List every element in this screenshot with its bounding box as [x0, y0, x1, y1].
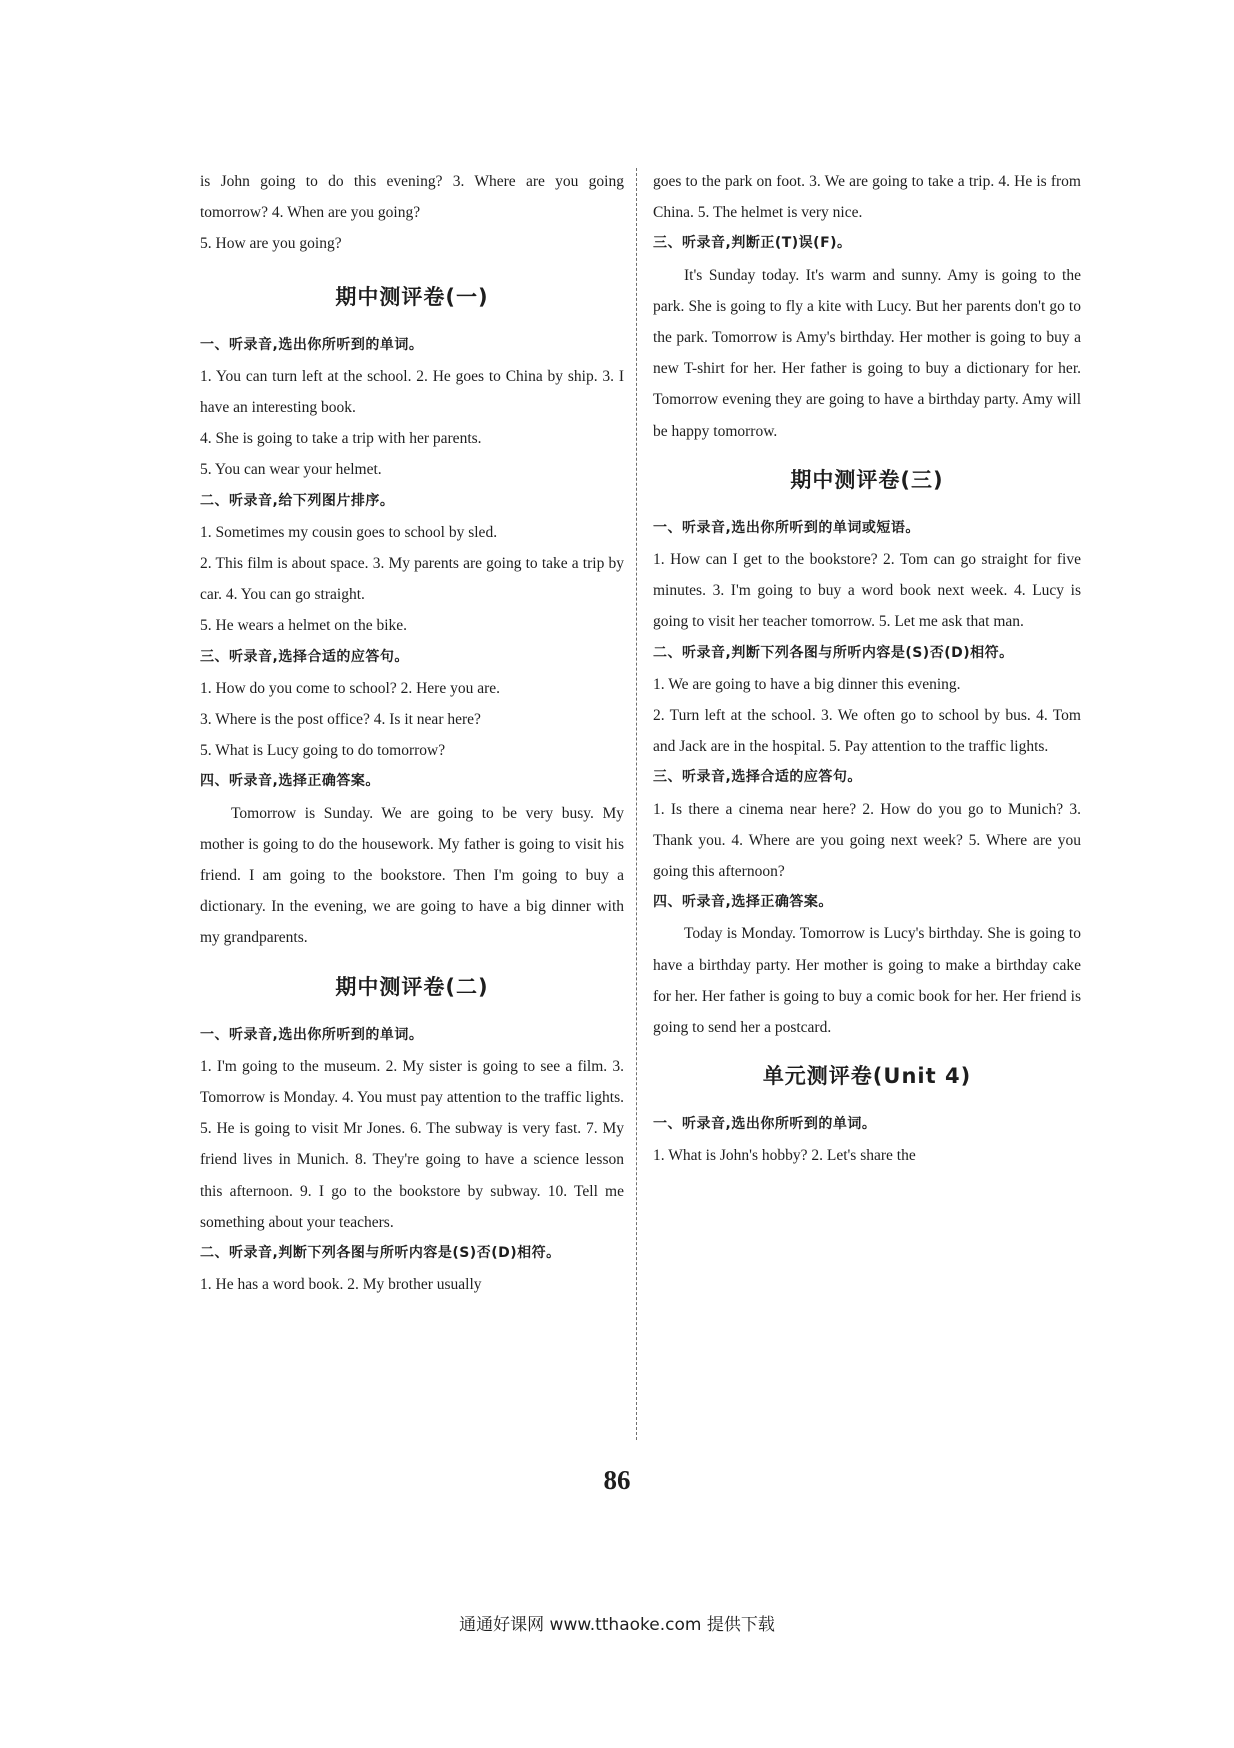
left-column — [200, 166, 624, 1301]
page-number: 86 — [603, 1465, 631, 1495]
listening-paragraph: Today is Monday. Tomorrow is Lucy's birthday. She is going to have a birthday party. Her mother is going to make a birthday cake for her. Her father is going to buy a comic book for her. Her friend is going to send her a postcard. — [653, 925, 1081, 1037]
section-heading: 二、听录音,给下列图片排序。 — [200, 492, 395, 509]
answer-line: 1. We are going to have a big dinner this evening. — [653, 675, 961, 693]
answer-line: 2. This film is about space. 3. My parents are going to take a trip by car. 4. You can go straight. — [200, 555, 624, 604]
intro-line: 5. How are you going? — [200, 235, 342, 253]
answer-line: 1. He has a word book. 2. My brother usually — [200, 1276, 482, 1294]
listening-paragraph: Tomorrow is Sunday. We are going to be very busy. My mother is going to do the housework. My father is going to visit his friend. I am going to the bookstore. Then I'm going to buy a dictionary. In the evening, we are going to have a big dinner with my grandparents. — [200, 804, 624, 947]
answer-line: 2. Turn left at the school. 3. We often go to school by bus. 4. Tom and Jack are in the hospital. 5. Pay attention to the traffic lights. — [653, 707, 1081, 756]
intro-line: is John going to do this evening? 3. Where are you going tomorrow? 4. When are you going? — [200, 173, 624, 222]
answer-block: 1. How can I get to the bookstore? 2. Tom can go straight for five minutes. 3. I'm going to buy a word book next week. 4. Lucy is going to visit her teacher tomorrow. 5. Let me ask that man. — [653, 551, 1081, 631]
section-heading: 二、听录音,判断下列各图与所听内容是(S)否(D)相符。 — [653, 644, 1014, 661]
section-heading: 三、听录音,选择合适的应答句。 — [200, 648, 409, 665]
answer-line: 3. Where is the post office? 4. Is it near here? — [200, 711, 481, 729]
listening-paragraph: It's Sunday today. It's warm and sunny. Amy is going to the park. She is going to fly a kite with Lucy. But her parents don't go to the park. Tomorrow is Amy's birthday. Her mother is going to buy a new T-shirt for her. Her father is going to buy a dictionary for her. Tomorrow evening they are going to have a birthday party. Amy will be happy tomorrow. — [653, 266, 1081, 440]
answer-line: 5. You can wear your helmet. — [200, 461, 382, 479]
right-column — [653, 166, 1081, 1172]
section-heading: 一、听录音,选出你所听到的单词。 — [200, 336, 424, 353]
answer-block: 1. I'm going to the museum. 2. My sister is going to see a film. 3. Tomorrow is Monday. 4. You must pay attention to the traffic lights. 5. He is going to visit Mr Jones. 6. The subway is very fast. 7. My friend lives in Munich. 8. They're going to have a science lesson this afternoon. 9. I go to the bookstore by subway. 10. Tell me something about your teachers. — [200, 1057, 624, 1231]
section-heading: 二、听录音,判断下列各图与所听内容是(S)否(D)相符。 — [200, 1245, 561, 1262]
answer-line: 1. You can turn left at the school. 2. He goes to China by ship. 3. I have an interesting book. — [200, 367, 624, 417]
section-heading: 一、听录音,选出你所听到的单词。 — [653, 1116, 877, 1133]
test1-title: 期中测评卷(一) — [335, 284, 489, 309]
column-divider — [636, 168, 637, 1440]
answer-line: 5. What is Lucy going to do tomorrow? — [200, 742, 446, 760]
answer-line: 4. She is going to take a trip with her parents. — [200, 430, 482, 448]
section-heading: 一、听录音,选出你所听到的单词或短语。 — [653, 519, 920, 536]
section-heading: 一、听录音,选出你所听到的单词。 — [200, 1026, 424, 1043]
test2-title: 期中测评卷(二) — [335, 974, 489, 999]
footer-credit: 通通好课网 www.tthaoke.com 提供下载 — [459, 1615, 775, 1635]
answer-line: 1. What is John's hobby? 2. Let's share the — [653, 1147, 916, 1165]
section-heading: 四、听录音,选择正确答案。 — [200, 773, 380, 790]
answer-line: 1. Sometimes my cousin goes to school by sled. — [200, 523, 498, 541]
test3-title: 期中测评卷(三) — [790, 467, 944, 492]
answer-line: 5. He wears a helmet on the bike. — [200, 617, 408, 635]
unit4-title: 单元测评卷(Unit 4) — [762, 1064, 972, 1089]
continued-answers: goes to the park on foot. 3. We are going to take a trip. 4. He is from China. 5. The helmet is very nice. — [653, 173, 1081, 222]
section-heading: 三、听录音,选择合适的应答句。 — [653, 769, 862, 786]
answer-block: 1. Is there a cinema near here? 2. How do you go to Munich? 3. Thank you. 4. Where are you going next week? 5. Where are you going this afternoon? — [653, 800, 1081, 881]
section-heading: 三、听录音,判断正(T)误(F)。 — [653, 235, 852, 252]
section-heading: 四、听录音,选择正确答案。 — [653, 894, 833, 911]
answer-line: 1. How do you come to school? 2. Here you are. — [200, 679, 501, 697]
